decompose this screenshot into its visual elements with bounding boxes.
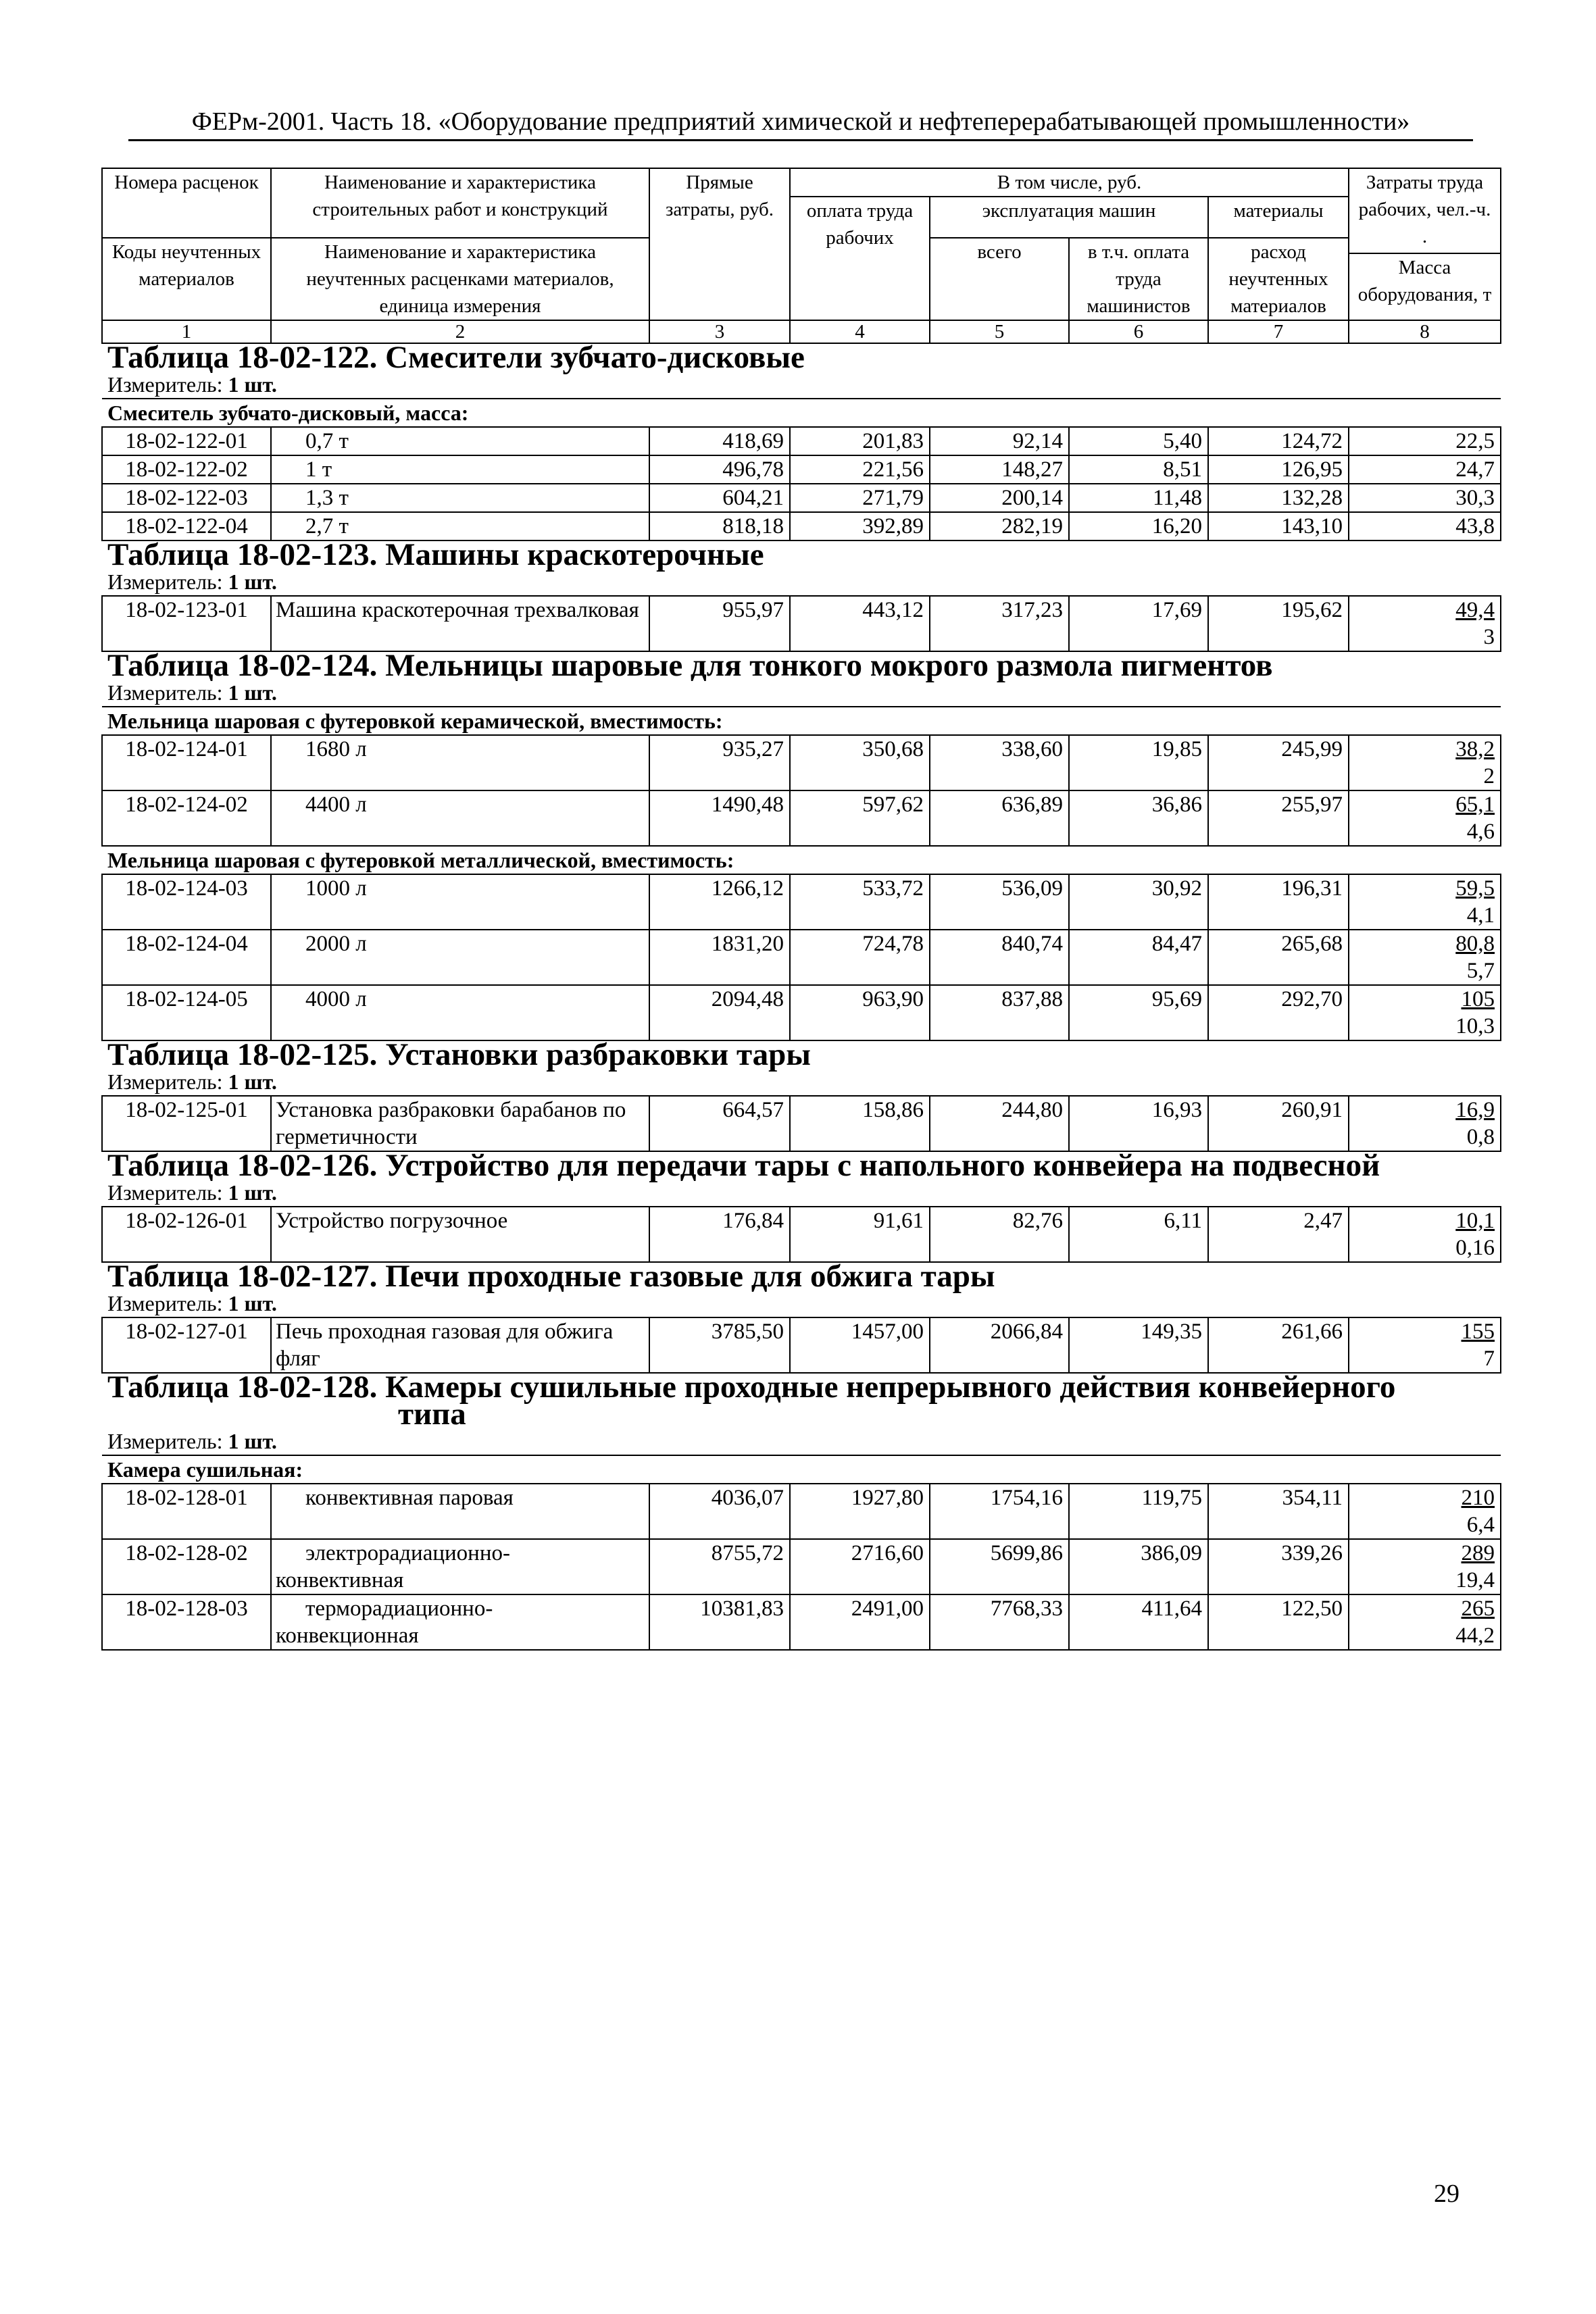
- row-name: Установка разбраковки барабанов по герметичности: [271, 1096, 649, 1151]
- materials: 143,10: [1208, 512, 1349, 540]
- col-operator-wages: в т.ч. оплата труда машинистов: [1069, 238, 1208, 320]
- col-work-name: Наименование и характеристика строительных работ и конструкций: [271, 168, 649, 238]
- worker-wages: 597,62: [790, 790, 930, 846]
- row-name: 1 т: [271, 455, 649, 484]
- labor-hours: 155: [1461, 1319, 1495, 1344]
- machines-total: 338,60: [930, 735, 1069, 790]
- col-direct-costs: Прямые затраты, руб.: [649, 168, 790, 320]
- materials: 255,97: [1208, 790, 1349, 846]
- labor-mass-cell: [1349, 1317, 1501, 1373]
- labor-hours: 265: [1461, 1596, 1495, 1621]
- labor-hours: 43,8: [1349, 512, 1501, 540]
- materials: 354,11: [1208, 1484, 1349, 1539]
- worker-wages: 221,56: [790, 455, 930, 484]
- section-title: Таблица 18-02-123. Машины краскотерочные: [107, 537, 764, 572]
- section-title-line: Таблица 18-02-128. Камеры сушильные проходные непрерывного действия конвейерного: [107, 1369, 1396, 1405]
- direct-costs: 818,18: [649, 512, 790, 540]
- row-name: Устройство погрузочное: [271, 1207, 649, 1262]
- labor-mass-cell: [1349, 1484, 1501, 1539]
- col-machines-total: всего: [930, 238, 1069, 320]
- labor-hours: 16,9: [1455, 1098, 1495, 1122]
- labor-mass-cell: [1349, 735, 1501, 790]
- labor-mass-cell: [1349, 1207, 1501, 1262]
- labor-hours: 30,3: [1349, 484, 1501, 512]
- rate-code: 18-02-128-03: [102, 1594, 271, 1650]
- row-name: 2,7 т: [271, 512, 649, 540]
- machines-total: 840,74: [930, 930, 1069, 985]
- section-18-02-123: [102, 537, 1501, 651]
- group-subtitle: Смеситель зубчато-дисковый, масса:: [102, 399, 1501, 427]
- row-name: 4000 л: [271, 985, 649, 1040]
- col-number: 6: [1069, 320, 1208, 343]
- direct-costs: 418,69: [649, 427, 790, 455]
- row-name: Печь проходная газовая для обжига фляг: [271, 1317, 649, 1373]
- operator-wages: 16,93: [1069, 1096, 1208, 1151]
- rate-code: 18-02-123-01: [102, 596, 271, 651]
- direct-costs: 496,78: [649, 455, 790, 484]
- row-name: [271, 1594, 649, 1650]
- section-18-02-124: [102, 648, 1501, 1040]
- worker-wages: 350,68: [790, 735, 930, 790]
- equipment-mass: 5,7: [1466, 959, 1495, 983]
- col-labor-costs: Затраты труда рабочих, чел.-ч. .: [1349, 168, 1501, 253]
- col-rate-numbers: Номера расценок: [102, 168, 271, 238]
- rate-code: 18-02-127-01: [102, 1317, 271, 1373]
- row-name: 4400 л: [271, 790, 649, 846]
- table-row: [102, 455, 1501, 484]
- machines-total: 536,09: [930, 874, 1069, 930]
- operator-wages: 84,47: [1069, 930, 1208, 985]
- row-name-line: конвекционная: [276, 1624, 419, 1648]
- machines-total: 82,76: [930, 1207, 1069, 1262]
- worker-wages: 963,90: [790, 985, 930, 1040]
- col-group-materials: материалы: [1208, 197, 1349, 238]
- col-worker-wages: оплата труда рабочих: [790, 197, 930, 320]
- row-name: [271, 1539, 649, 1594]
- materials: 292,70: [1208, 985, 1349, 1040]
- labor-hours: 49,4: [1455, 598, 1495, 622]
- worker-wages: 392,89: [790, 512, 930, 540]
- group-subtitle: Мельница шаровая с футеровкой металлической, вместимость:: [107, 848, 734, 872]
- rates-document: [101, 168, 1500, 1651]
- row-name: 1,3 т: [271, 484, 649, 512]
- worker-wages: 158,86: [790, 1096, 930, 1151]
- direct-costs: 664,57: [649, 1096, 790, 1151]
- section-title: Таблица 18-02-122. Смесители зубчато-дисковые: [107, 340, 805, 375]
- machines-total: 1754,16: [930, 1484, 1069, 1539]
- section-18-02-125: [102, 1037, 1501, 1151]
- equipment-mass: 7: [1483, 1347, 1495, 1371]
- table-row: [102, 790, 1501, 846]
- row-name: 0,7 т: [271, 427, 649, 455]
- worker-wages: 1457,00: [790, 1317, 930, 1373]
- row-name: конвективная паровая: [271, 1484, 649, 1539]
- worker-wages: 201,83: [790, 427, 930, 455]
- direct-costs: 2094,48: [649, 985, 790, 1040]
- equipment-mass: 4,6: [1466, 820, 1495, 844]
- col-number: 4: [790, 320, 930, 343]
- rate-code: 18-02-122-04: [102, 512, 271, 540]
- operator-wages: 30,92: [1069, 874, 1208, 930]
- operator-wages: 17,69: [1069, 596, 1208, 651]
- labor-hours: 24,7: [1349, 455, 1501, 484]
- operator-wages: 11,48: [1069, 484, 1208, 512]
- row-name: Машина краскотерочная трехвалковая: [271, 596, 649, 651]
- labor-mass-cell: [1349, 790, 1501, 846]
- section-title-line: типа: [398, 1397, 466, 1432]
- rate-code: 18-02-128-02: [102, 1539, 271, 1594]
- direct-costs: 955,97: [649, 596, 790, 651]
- column-header: [102, 168, 1501, 343]
- direct-costs: 935,27: [649, 735, 790, 790]
- col-material-consumption: расход неучтенных материалов: [1208, 238, 1349, 320]
- row-name-line: электрорадиационно-: [305, 1541, 510, 1565]
- materials: 245,99: [1208, 735, 1349, 790]
- labor-mass-cell: [1349, 1096, 1501, 1151]
- labor-mass-cell: [1349, 1594, 1501, 1650]
- col-number: 1: [102, 320, 271, 343]
- labor-hours: 210: [1461, 1486, 1495, 1510]
- operator-wages: 16,20: [1069, 512, 1208, 540]
- machines-total: 5699,86: [930, 1539, 1069, 1594]
- direct-costs: 604,21: [649, 484, 790, 512]
- measure-unit: Измеритель: 1 шт.: [107, 570, 277, 594]
- col-number: 3: [649, 320, 790, 343]
- row-name: 2000 л: [271, 930, 649, 985]
- table-row: [102, 985, 1501, 1040]
- measure-unit: Измеритель: 1 шт.: [107, 1429, 277, 1453]
- labor-mass-cell: [1349, 874, 1501, 930]
- col-number: 7: [1208, 320, 1349, 343]
- machines-total: 317,23: [930, 596, 1069, 651]
- machines-total: 282,19: [930, 512, 1069, 540]
- direct-costs: 1266,12: [649, 874, 790, 930]
- section-title: Таблица 18-02-127. Печи проходные газовые для обжига тары: [107, 1259, 995, 1294]
- direct-costs: 10381,83: [649, 1594, 790, 1650]
- labor-hours: 105: [1461, 987, 1495, 1011]
- rate-code: 18-02-124-02: [102, 790, 271, 846]
- labor-mass-cell: [1349, 985, 1501, 1040]
- materials: 339,26: [1208, 1539, 1349, 1594]
- direct-costs: 8755,72: [649, 1539, 790, 1594]
- rate-code: 18-02-126-01: [102, 1207, 271, 1262]
- section-title: Таблица 18-02-126. Устройство для передачи тары с напольного конвейера на подвесной: [107, 1148, 1380, 1183]
- table-row: [102, 484, 1501, 512]
- operator-wages: 36,86: [1069, 790, 1208, 846]
- labor-hours: 80,8: [1455, 932, 1495, 956]
- table-row: [102, 1594, 1501, 1650]
- measure-unit: Измеритель: 1 шт.: [107, 1180, 277, 1205]
- equipment-mass: 4,1: [1466, 903, 1495, 928]
- table-row: [102, 1484, 1501, 1539]
- materials: 265,68: [1208, 930, 1349, 985]
- labor-hours: 10,1: [1455, 1209, 1495, 1233]
- machines-total: 148,27: [930, 455, 1069, 484]
- equipment-mass: 10,3: [1455, 1014, 1495, 1038]
- equipment-mass: 44,2: [1455, 1624, 1495, 1648]
- labor-hours: 22,5: [1349, 427, 1501, 455]
- operator-wages: 386,09: [1069, 1539, 1208, 1594]
- table-row: [102, 1539, 1501, 1594]
- section-18-02-127: [102, 1259, 1501, 1373]
- direct-costs: 4036,07: [649, 1484, 790, 1539]
- materials: 124,72: [1208, 427, 1349, 455]
- labor-mass-cell: [1349, 596, 1501, 651]
- materials: 195,62: [1208, 596, 1349, 651]
- section-18-02-128: [102, 1369, 1501, 1650]
- labor-hours: 59,5: [1455, 876, 1495, 901]
- group-subtitle: Камера сушильная:: [102, 1455, 1501, 1484]
- section-title: Таблица 18-02-125. Установки разбраковки тары: [107, 1037, 811, 1072]
- measure-unit: Измеритель: 1 шт.: [107, 1070, 277, 1094]
- table-row: [102, 735, 1501, 790]
- machines-total: 837,88: [930, 985, 1069, 1040]
- worker-wages: 1927,80: [790, 1484, 930, 1539]
- document-header: ФЕРм-2001. Часть 18. «Оборудование предприятий химической и нефтеперерабатывающей промышленности»: [128, 107, 1473, 141]
- operator-wages: 8,51: [1069, 455, 1208, 484]
- section-title: Таблица 18-02-124. Мельницы шаровые для тонкого мокрого размола пигментов: [107, 648, 1273, 683]
- section-18-02-126: [102, 1148, 1501, 1262]
- worker-wages: 2491,00: [790, 1594, 930, 1650]
- materials: 2,47: [1208, 1207, 1349, 1262]
- table-row: [102, 874, 1501, 930]
- table-row: [102, 1317, 1501, 1373]
- rate-code: 18-02-122-03: [102, 484, 271, 512]
- materials: 196,31: [1208, 874, 1349, 930]
- operator-wages: 95,69: [1069, 985, 1208, 1040]
- col-equipment-mass: Масса оборудования, т: [1349, 253, 1501, 320]
- worker-wages: 2716,60: [790, 1539, 930, 1594]
- direct-costs: 176,84: [649, 1207, 790, 1262]
- section-18-02-122: [102, 340, 1501, 540]
- rate-code: 18-02-124-04: [102, 930, 271, 985]
- table-row: [102, 1096, 1501, 1151]
- materials: 132,28: [1208, 484, 1349, 512]
- table-row: [102, 427, 1501, 455]
- operator-wages: 6,11: [1069, 1207, 1208, 1262]
- col-number: 2: [271, 320, 649, 343]
- machines-total: 2066,84: [930, 1317, 1069, 1373]
- worker-wages: 271,79: [790, 484, 930, 512]
- materials: 261,66: [1208, 1317, 1349, 1373]
- direct-costs: 3785,50: [649, 1317, 790, 1373]
- materials: 122,50: [1208, 1594, 1349, 1650]
- rate-code: 18-02-128-01: [102, 1484, 271, 1539]
- col-material-name: Наименование и характеристика неучтенных расценками материалов, единица измерения: [271, 238, 649, 320]
- operator-wages: 411,64: [1069, 1594, 1208, 1650]
- materials: 126,95: [1208, 455, 1349, 484]
- row-name: 1000 л: [271, 874, 649, 930]
- table-row: [102, 596, 1501, 651]
- col-number: 8: [1349, 320, 1501, 343]
- rates-table: [101, 168, 1501, 1651]
- direct-costs: 1490,48: [649, 790, 790, 846]
- equipment-mass: 0,8: [1466, 1125, 1495, 1149]
- worker-wages: 533,72: [790, 874, 930, 930]
- machines-total: 244,80: [930, 1096, 1069, 1151]
- col-number: 5: [930, 320, 1069, 343]
- equipment-mass: 2: [1483, 764, 1495, 788]
- labor-hours: 38,2: [1455, 737, 1495, 761]
- table-row: [102, 512, 1501, 540]
- labor-hours: 289: [1461, 1541, 1495, 1565]
- worker-wages: 91,61: [790, 1207, 930, 1262]
- machines-total: 7768,33: [930, 1594, 1069, 1650]
- rate-code: 18-02-125-01: [102, 1096, 271, 1151]
- rate-code: 18-02-122-01: [102, 427, 271, 455]
- labor-mass-cell: [1349, 1539, 1501, 1594]
- labor-mass-cell: [1349, 930, 1501, 985]
- operator-wages: 19,85: [1069, 735, 1208, 790]
- table-row: [102, 1207, 1501, 1262]
- machines-total: 636,89: [930, 790, 1069, 846]
- direct-costs: 1831,20: [649, 930, 790, 985]
- row-name-line: терморадиационно-: [305, 1596, 493, 1621]
- col-group-including: В том числе, руб.: [790, 168, 1349, 197]
- worker-wages: 724,78: [790, 930, 930, 985]
- measure-unit: Измеритель: 1 шт.: [107, 1291, 277, 1315]
- row-name: 1680 л: [271, 735, 649, 790]
- equipment-mass: 3: [1483, 625, 1495, 649]
- rate-code: 18-02-122-02: [102, 455, 271, 484]
- equipment-mass: 19,4: [1455, 1568, 1495, 1592]
- table-row: [102, 930, 1501, 985]
- group-subtitle: Мельница шаровая с футеровкой керамической, вместимость:: [102, 707, 1501, 735]
- section-title: [102, 1369, 1501, 1432]
- page-number: 29: [1434, 2180, 1460, 2208]
- measure-unit: Измеритель: 1 шт.: [107, 372, 277, 397]
- operator-wages: 149,35: [1069, 1317, 1208, 1373]
- machines-total: 200,14: [930, 484, 1069, 512]
- row-name-line: конвективная: [276, 1568, 404, 1592]
- measure-unit: Измеритель: 1 шт.: [107, 680, 277, 705]
- col-group-machines: эксплуатация машин: [930, 197, 1208, 238]
- equipment-mass: 0,16: [1455, 1236, 1495, 1260]
- col-material-codes: Коды неучтенных материалов: [102, 238, 271, 320]
- rate-code: 18-02-124-01: [102, 735, 271, 790]
- operator-wages: 5,40: [1069, 427, 1208, 455]
- rate-code: 18-02-124-05: [102, 985, 271, 1040]
- equipment-mass: 6,4: [1466, 1513, 1495, 1537]
- operator-wages: 119,75: [1069, 1484, 1208, 1539]
- materials: 260,91: [1208, 1096, 1349, 1151]
- machines-total: 92,14: [930, 427, 1069, 455]
- labor-hours: 65,1: [1455, 793, 1495, 817]
- rate-code: 18-02-124-03: [102, 874, 271, 930]
- worker-wages: 443,12: [790, 596, 930, 651]
